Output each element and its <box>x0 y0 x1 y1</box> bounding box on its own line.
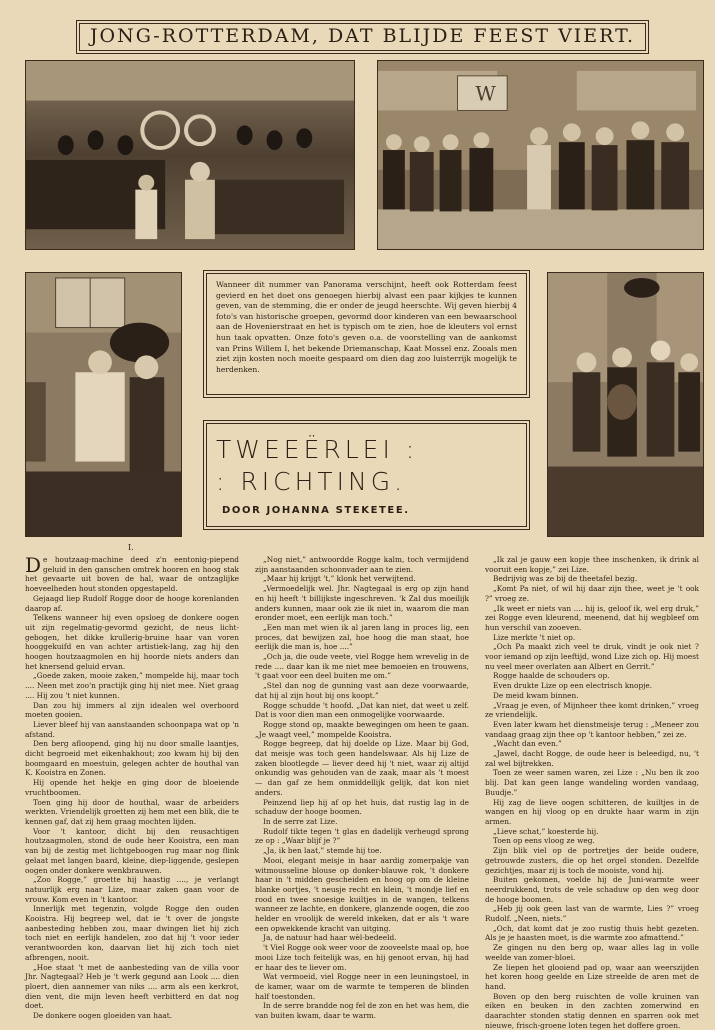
paragraph: Toen op eens vloog ze weg. <box>493 836 595 846</box>
intro-caption-box <box>203 270 530 398</box>
paragraph: „Och, dat komt dat je zoo rustig thuis hebt gezeten. Als je je haasten moet, is die warmte zoo afmattend.” <box>485 923 699 943</box>
paragraph: De meid kwam binnen. <box>493 690 579 700</box>
paragraph: De donkere oogen gloeiden van haat. <box>33 1011 173 1021</box>
paragraph: „Lieve schat,” koesterde hij. <box>493 826 599 836</box>
photo-children-hats <box>547 272 704 537</box>
paragraph: „Zoo Rogge,” groette hij haastig ...., je verlangt natuurlijk erg naar Lize, maar zaken gaan voor de vrouw. Kom even in 't kantoor. <box>25 875 239 904</box>
paragraph: Zijn blik viel op de portretjes der beide oudere, getrouwde zusters, die op het orgel stonden. Dezelfde gezichtjes, maar zij is toch de mooiste, vond hij. <box>485 846 699 875</box>
photo-children-parade <box>25 60 355 250</box>
paragraph: „Heb jij ook geen last van de warmte, Lies ?” vroeg Rudolf. „Neen, niets.” <box>485 904 699 924</box>
body-column-3 <box>485 555 699 1030</box>
paragraph: „Stel dan nog de gunning vast aan deze voorwaarde, dat hij al zijn hout bij ons koopt.” <box>255 681 469 700</box>
paragraph: Wat vermoeid, viel Rogge neer in een leuningstoel, in de kamer, waar om de warmte te temperen de blinden half toestonden. <box>255 972 469 1001</box>
body-column-1 <box>25 553 239 1021</box>
intro-caption-text: Wanneer dit nummer van Panorama verschijnt, heeft ook Rotterdam feest gevierd en het doet ons genoegen hierbij alvast een paar kijkjes te kunnen geven, van de stemming, die er onder de jeugd heerschte. Wij geven hierbij 4 foto's van historische groepen, gevormd door kinderen van een bewaarschool aan de Hovenierstraat en het is typisch om te zien, hoe de kleuters vol ernst hun taak opvatten. Onze foto's geven o.a. de voorstelling van de aankomst van Prins Willem I, het bekende Driemanschap, Kaat Mossel enz. Zooals men ziet zijn kosten noch moeite gespaard om dien dag zoo luisterrijk mogelijk te herdenken. <box>216 280 517 374</box>
drop-cap: D <box>25 553 42 577</box>
paragraph: Bedrijvig was ze bij de theetafel bezig. <box>493 574 638 584</box>
paragraph: „Een man met wien ik al jaren lang in proces lig, een proces, dat bewijzen zal, hoe hoog die man staat, hoe eerlijk die man is, hoe ....” <box>255 622 469 652</box>
paragraph: Even later kwam het dienstmeisje terug : „Meneer zou vandaag graag zijn thee op 't kantoor hebben,” zei ze. <box>485 719 699 739</box>
paragraph: Peinzend liep hij af op het huis, dat rustig lag in de schaduw der hooge boomen. <box>255 797 469 817</box>
paragraph: Toen ging hij door de houthal, waar de arbeiders werkten. Vriendelijk groetten zij hem met een blik, die te kennen gaf, dat zij hem graag mochten lijden. <box>25 797 239 826</box>
paragraph: Innerlijk met tegenzin, volgde Rogge den ouden Kooistra. Hij begreep wel, dat ie 't over de jongste aanbesteding hebben zou, maar dwingen liet hij zich toch niet en eerlijk handelen, zoo dat hij 't voor ieder verantwoorden kon, daarvan liet hij zich toch niet afbrengen, nooit. <box>25 904 239 962</box>
paragraph: „Goede zaken, mooie zaken,” mompelde hij, maar toch .... Neen met zoo'n practijk ging hij niet mee. Niet graag .... Hij zou 't niet kunnen. <box>25 671 239 700</box>
paragraph: Boven op den berg ruischten de volle kruinen van eiken en beuken in den zachten zomerwind en daarachter stonden statig dennen en sparren ook met nieuwe, frisch-groene loten tegen het doffere groen. <box>485 991 699 1030</box>
paragraph: Rudolf tikte tegen 't glas en dadelijk verheugd sprong ze op : „Waar blijf je ?” <box>255 826 469 846</box>
paragraph: „Vraag je even, of Mijnheer thee komt drinken,” vroeg ze vriendelijk. <box>485 700 699 720</box>
paragraph: Ja, de natuur had haar wèl-bedeeld. <box>263 933 397 943</box>
svg-text:W: W <box>475 82 496 106</box>
paragraph: „Nog niet,” antwoordde Rogge kalm, toch vermijdend zijn aanstaanden schoonvader aan te zien. <box>255 555 469 574</box>
paragraph: Telkens wanneer hij even opsloeg de donkere oogen uit zijn regelmatig-gevormd gezicht, de neus licht-gebogen, het dikke krullerig-bruine haar van voren hooggekuifd en van achter artistiek-lang, zag hij den hoogen houtzaagmolen en hij hoorde niets anders dan het knersend geluid ervan. <box>25 613 239 671</box>
story-title-box <box>203 420 530 530</box>
photo-two-children-umbrella <box>25 272 182 537</box>
paragraph: Rogge begreep, dat hij doelde op Lize. Maar bij God, dat meisje was toch geen handelswaar. Als hij Lize de zaken blootlegde — liever deed hij 't niet, waar zij altijd onkundig was gehouden van de zaak, maar als 't moest — dan gaf ze hem onmiddellijk gelijk, dat kon niet anders. <box>255 739 469 797</box>
paragraph: e houtzaag-machine deed z'n eentonig-piepend geluid in den ganschen omtrek hooren en hoog stak het gevaarte uit boven de hal, waar de ontzaglijke hoeveelheden hout stonden opgestapeld. <box>25 555 239 594</box>
body-column-2 <box>255 555 469 1021</box>
paragraph: „Maar hij krijgt 't,” klonk het verwijtend. <box>263 574 416 584</box>
paragraph: Even drukte Lize op een electrisch knopje. <box>493 681 653 691</box>
paragraph: Mooi, elegant meisje in haar aardig zomerpakje van witmousseline blouse op donker-blauwe rok, 't donkere haar in 't midden gescheiden en hoog op om de kleine blanke oortjes, 't neusje recht en klein, 't mondje lief en rood en twee snoesige kuiltjes in de wangen, telkens wanneer ze lachte, en donkere, glanzende oogen, die zoo helder en vroolijk de wereld inkeken, dat er als 't ware een opwekkende kracht van uitging. <box>255 855 469 933</box>
paragraph: „Wacht dan even.” <box>493 739 562 749</box>
paragraph: Toen ze weer samen waren, zei Lize : „Nu ben ik zoo blij. Dat kan geen lange wandeling worden vandaag, Buudje.” <box>485 768 699 797</box>
paragraph: Hij zag de lieve oogen schitteren, de kuiltjes in de wangen en hij vloog op en drukte haar warm in zijn armen. <box>485 797 699 826</box>
paragraph: „Ik weet er niets van .... hij is, geloof ik, wel erg druk,” zei Rogge even kleurend, meenend, dat hij wegbleef om hun verschil van zooeven. <box>485 603 699 632</box>
paragraph: Den berg afloopend, ging hij nu door smalle laantjes, dicht begroeid met eikenhakhout; zoo kwam hij bij den boomgaard en moestuin, gelegen achter de houthal van K. Kooistra en Zonen. <box>25 739 239 778</box>
paragraph: „Vermoedelijk wel. Jhr. Nagtegaal is erg op zijn hand en hij heeft 't billijkste ingeschreven. 'k Zal dus moeilijk anders kunnen, maar ook zie ik niet in, waarom die man eronder moet, een eerlijk man toch.” <box>255 584 469 623</box>
paragraph: Rogge haalde de schouders op. <box>493 671 610 681</box>
paragraph: Ze gingen nu den berg op, waar alles lag in volle weelde van zomer-bloei. <box>485 943 699 962</box>
paragraph: Lize merkte 't niet op. <box>493 632 576 642</box>
paragraph: Hij opende het hekje en ging door de bloeiende vruchtboomen. <box>25 778 239 797</box>
paragraph: Rogge stond op, maakte bewegingen om heen te gaan. „Je waagt veel,” mompelde Kooistra. <box>255 719 469 739</box>
paragraph: „Jawel, dacht Rogge, de oude heer is beleedigd, nu, 't zal wel bijtrekken. <box>485 749 699 768</box>
section-number: I. <box>128 543 134 552</box>
story-title-line1: TWEEËRLEI : <box>216 435 419 464</box>
paragraph: Buiten gekomen, voelde hij de Juni-warmte weer neerdrukkend, trots de vele schaduw op den weg door de hooge boomen. <box>485 875 699 904</box>
paragraph: In de serre brandde nog fel de zon en het was hem, die van buiten kwam, daar te warm. <box>255 1001 469 1021</box>
page-title: JONG-ROTTERDAM, DAT BLIJDE FEEST VIERT. <box>89 25 636 47</box>
photo-children-costumes <box>377 60 704 250</box>
paragraph: Dan zou hij immers al zijn idealen wel overboord moeten gooien. <box>25 700 239 720</box>
paragraph: Gejaagd liep Rudolf Rogge door de hooge korenlanden daarop af. <box>25 593 239 613</box>
story-title-line2: : RICHTING. <box>216 467 407 496</box>
paragraph: Liever bleef hij van aanstaanden schoonpapa wat op 'n afstand. <box>25 719 239 739</box>
paragraph: „Och Pa maakt zich veel te druk, vindt je ook niet ? voor iemand op zijn leeftijd, wond Lize zich op. Hij moest nu veel meer overlaten aan Albert en Gerrit.” <box>485 642 699 671</box>
paragraph: „Hoe staat 't met de aanbesteding van de villa voor Jhr. Nagtegaal? Heb je 't werk gegund aan Look .... dien ploert, dien aannemer van niks .... arm als een kerkrot, dien vent, die mijn leven heeft verbitterd en dat nog doet. <box>25 962 239 1011</box>
header-banner <box>76 20 649 54</box>
paragraph: Voor 't kantoor, dicht bij den reusachtigen houtzaagmolen, stond de oude heer Kooistra, een man van bij de zestig met lichtgeboogen rug maar nog flink gelaat met langen baard, kleine, diep-liggende, geslepen oogen onder donkere wenkbrauwen. <box>25 826 239 875</box>
paragraph: In de serre zat Lize. <box>263 816 338 826</box>
paragraph: 't Viel Rogge ook weer voor de zooveelste maal op, hoe mooi Lize toch feitelijk was, en hij genoot ervan, hij had er haar des te liever om. <box>255 943 469 972</box>
story-author: DOOR JOHANNA STEKETEE. <box>222 505 410 516</box>
paragraph: „Ja, ik ben laat,” stemde hij toe. <box>263 846 382 856</box>
paragraph: „Ik zal je gauw een kopje thee inschenken, ik drink al vooruit een kopje,” zei Lize. <box>485 555 699 574</box>
paragraph: „Komt Pa niet, of wil hij daar zijn thee, weet je 't ook ?” vroeg ze. <box>485 584 699 603</box>
paragraph: „Och ja, die oude veete, viel Rogge hem wrevelig in de rede .... daar kan ik me niet mee bemoeien en trouwens, 't gaat voor een deel buiten me om.” <box>255 652 469 681</box>
paragraph: Rogge schudde 't hoofd. „Dat kan niet, dat weet u zelf. Dat is voor dien man een onmogelijke voorwaarde. <box>255 700 469 720</box>
paragraph: Ze liepen het glooiend pad op, waar aan weerszijden het koren hoog geelde en Lize streelde de aren met de hand. <box>485 962 699 991</box>
